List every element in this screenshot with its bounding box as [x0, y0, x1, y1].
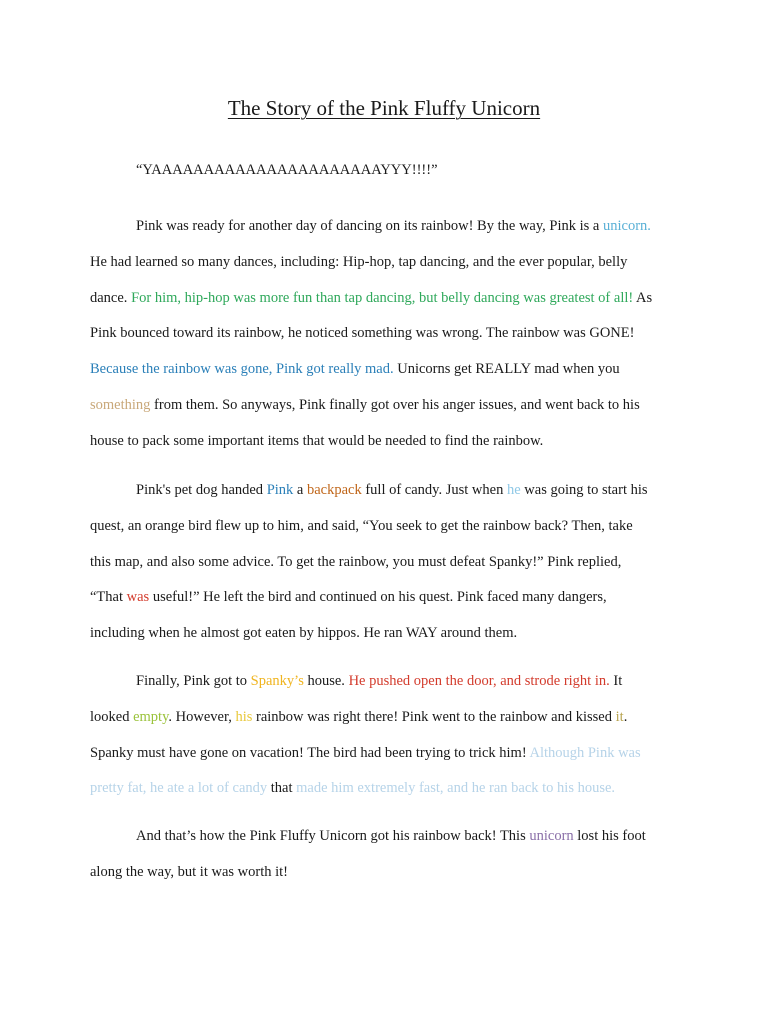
- text-line: [90, 216, 680, 252]
- colored-text-span: something: [90, 396, 151, 413]
- text-span: “That: [90, 589, 127, 606]
- colored-text-span: pretty fat, he ate a lot of candy: [90, 780, 268, 797]
- text-span: this map, and also some advice. To get the rainbow, you must defeat Spanky!” Pink replied,: [90, 553, 622, 570]
- text-line: [90, 480, 680, 516]
- text-line: [90, 671, 680, 707]
- text-span: .: [623, 708, 628, 725]
- text-span: It: [609, 673, 623, 689]
- text-span: quest, an orange bird flew up to him, and said, “You seek to get the rainbow back? Then, take: [90, 517, 633, 534]
- colored-text-span: Although Pink was: [529, 744, 641, 761]
- text-span: Pink was ready for another day of dancing on its rainbow! By the way, Pink is a: [136, 218, 603, 234]
- text-span: Spanky must have gone on vacation! The bird had been trying to trick him!: [90, 744, 530, 761]
- text-line: [90, 359, 680, 395]
- text-line: [90, 431, 680, 467]
- text-line: [90, 252, 680, 288]
- text-span: a: [293, 482, 307, 498]
- text-span: As: [633, 289, 653, 306]
- text-span: full of candy. Just when: [361, 482, 507, 498]
- colored-text-span: Spanky’s: [250, 673, 304, 689]
- text-line: [90, 826, 680, 862]
- text-span: including when he almost got eaten by hippos. He ran WAY around them.: [90, 625, 518, 642]
- text-span: Unicorns get REALLY mad when you: [393, 361, 620, 378]
- opening-quote: “YAAAAAAAAAAAAAAAAAAAAAAYYY!!!!”: [136, 162, 438, 178]
- paragraph-1: [90, 216, 680, 467]
- text-span: house to pack some important items that would be needed to find the rainbow.: [90, 432, 544, 449]
- text-line: [90, 707, 680, 743]
- text-span: rainbow was right there! Pink went to the rainbow and kissed: [252, 708, 616, 725]
- text-span: along the way, but it was worth it!: [90, 863, 288, 880]
- text-span: was going to start his: [520, 482, 648, 498]
- text-span: dance.: [90, 289, 132, 306]
- colored-text-span: made him extremely fast, and he ran back to his house.: [296, 780, 616, 797]
- text-span: lost his foot: [573, 828, 646, 844]
- text-span: that: [267, 780, 297, 797]
- text-span: Pink bounced toward its rainbow, he noticed something was wrong. The rainbow was GONE!: [90, 325, 635, 342]
- text-line: [90, 323, 680, 359]
- text-line: [90, 516, 680, 552]
- colored-text-span: For him, hip-hop was more fun than tap dancing, but belly dancing was greatest of all!: [131, 289, 634, 306]
- colored-text-span: unicorn.: [603, 218, 651, 234]
- text-span: house.: [303, 673, 349, 689]
- colored-text-span: backpack: [306, 482, 362, 498]
- colored-text-span: Because the rainbow was gone, Pink got really mad.: [90, 361, 394, 378]
- text-line: [90, 623, 680, 659]
- text-line: [90, 778, 680, 814]
- paragraph-2: [90, 480, 680, 659]
- text-line: [90, 743, 680, 779]
- text-span: Pink's pet dog handed: [136, 482, 267, 498]
- colored-text-span: it: [615, 708, 624, 725]
- text-span: looked: [90, 708, 134, 725]
- paragraph-4: [90, 826, 680, 898]
- paragraph-3: [90, 671, 680, 814]
- colored-text-span: He pushed open the door, and strode right in.: [348, 673, 610, 689]
- colored-text-span: Pink: [266, 482, 294, 498]
- text-span: useful!” He left the bird and continued on his quest. Pink faced many dangers,: [149, 589, 607, 606]
- colored-text-span: unicorn: [529, 828, 574, 844]
- document-title: The Story of the Pink Fluffy Unicorn: [227, 96, 541, 120]
- text-span: . However,: [168, 708, 236, 725]
- colored-text-span: his: [235, 708, 253, 725]
- text-span: And that’s how the Pink Fluffy Unicorn got his rainbow back! This: [136, 828, 530, 844]
- colored-text-span: he: [506, 482, 521, 498]
- text-span: He had learned so many dances, including: Hip-hop, tap dancing, and the ever popular, belly: [90, 253, 628, 270]
- text-line: [90, 395, 680, 431]
- colored-text-span: was: [126, 589, 150, 606]
- colored-text-span: empty: [133, 708, 169, 725]
- text-line: [90, 552, 680, 588]
- text-line: [90, 862, 680, 898]
- text-span: Finally, Pink got to: [136, 673, 251, 689]
- text-span: from them. So anyways, Pink finally got over his anger issues, and went back to his: [150, 396, 640, 413]
- text-line: [90, 288, 680, 324]
- text-line: [90, 587, 680, 623]
